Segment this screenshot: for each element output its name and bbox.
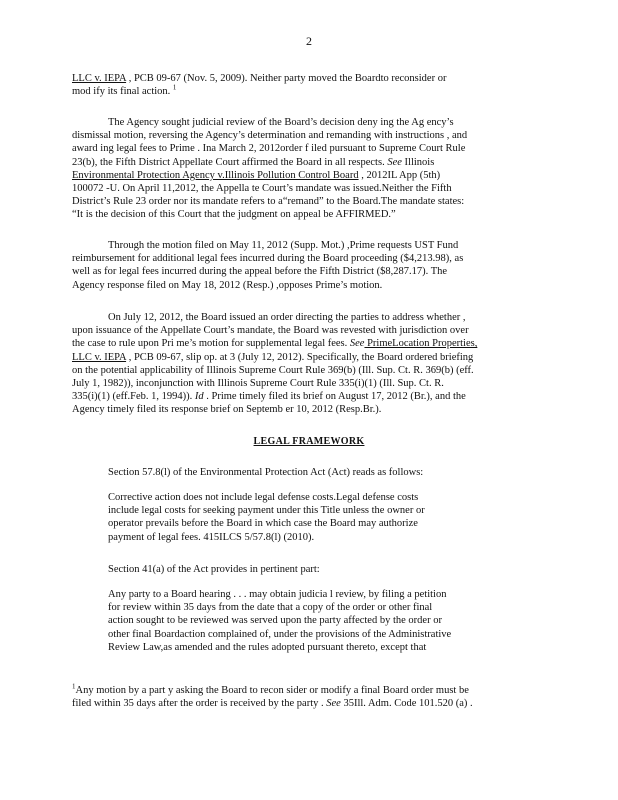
text-run: Any motion by a part y asking the Board to recon sider or modify a final Board order must be [75, 685, 469, 696]
text-run: , 2012IL App (5th) [358, 169, 441, 181]
paragraph-continuation [72, 72, 500, 98]
text-run: 35Ill. Adm. Code 101.520 (a) . [340, 698, 473, 710]
line: Corrective action does not include legal defense costs.Legal defense costs [108, 492, 419, 503]
line: award ing legal fees to Prime . Ina March 2, 2012order f iled pursuant to Supreme Court Rule [72, 143, 466, 155]
line: on the potential applicability of Illinois Supreme Court Rule 369(b) (Ill. Sup. Ct. R. 369(b) (eff. [72, 364, 474, 376]
line: July 1, 1982)), inconjunction with Illinois Supreme Court Rule 335(i)(1) (Ill. Sup. Ct. R. [72, 378, 444, 390]
line: Section 41(a) of the Act provides in pertinent part: [108, 564, 320, 575]
line: other final Boardaction complained of, under the provisions of the Administrative [108, 628, 452, 640]
signal-see: See [387, 156, 402, 168]
text-run: 335(i)(1) (eff.Feb. 1, 1994)). [72, 391, 195, 403]
line [72, 85, 500, 98]
text-run: . Prime timely filed its brief on August 17, 2012 (Br.), and the [203, 391, 466, 403]
text-run: the case to rule upon Pri me’s motion for supplemental legal fees. [72, 338, 350, 350]
text-run: , PCB 09-67 (Nov. 5, 2009). Neither party moved the Boardto reconsider or [126, 73, 447, 84]
text-run: Illinois [401, 156, 435, 168]
signal-see: See [326, 698, 341, 710]
line: Any party to a Board hearing . . . may obtain judicia l review, by filing a petition [108, 589, 447, 600]
line: Section 57.8(l) of the Environmental Protection Act (Act) reads as follows: [108, 467, 424, 478]
page-number: 2 [306, 34, 312, 48]
line [72, 156, 524, 169]
line [72, 351, 524, 364]
signal-id: Id [194, 391, 204, 403]
paragraph-section-57-8 [108, 466, 524, 479]
footnote [72, 684, 524, 710]
block-quote-41 [108, 588, 488, 654]
line: for review within 35 days from the date that a copy of the order or other final [108, 602, 433, 614]
line: 100072 -U. On April 11,2012, the Appella te Court’s mandate was issued.Neither the Fifth [72, 183, 452, 195]
line: Review Law,as amended and the rules adopted pursuant thereto, except that [108, 641, 427, 653]
line: “It is the decision of this Court that the judgment on appeal be AFFIRMED.” [72, 209, 396, 221]
line: upon issuance of the Appellate Court’s mandate, the Board was revested with jurisdiction over [72, 325, 469, 337]
text-run: filed within 35 days after the order is received by the party . [72, 698, 327, 710]
text-run: mod ify its final action. [72, 86, 173, 98]
text-run: , PCB 09-67, slip op. at 3 (July 12, 2012). Specifically, the Board ordered briefing [126, 351, 474, 363]
line: action sought to be reviewed was served upon the party affected by the order or [108, 615, 442, 627]
line: Agency response filed on May 18, 2012 (Resp.) ,opposes Prime’s motion. [72, 279, 383, 291]
line: well as for legal fees incurred during the appeal before the Fifth District ($8,287.17). The [72, 266, 448, 278]
section-heading [0, 436, 618, 447]
line [72, 697, 524, 710]
line [72, 684, 524, 697]
heading-text: LEGAL FRAMEWORK [253, 436, 365, 447]
case-citation: Environmental Protection Agency v.Illinois Pollution Control Board [72, 169, 359, 181]
footnote-marker: 1 [72, 682, 76, 691]
text-run: 23(b), the Fifth District Appellate Court affirmed the Board in all respects. [72, 156, 388, 168]
paragraph-judicial-review [72, 116, 524, 222]
case-citation: PrimeLocation Properties, [364, 338, 478, 350]
line [72, 169, 524, 182]
line: The Agency sought judicial review of the Board’s decision deny ing the Ag ency’s [108, 117, 454, 128]
footnote-ref: 1 [172, 83, 177, 92]
line: Through the motion filed on May 11, 2012 (Supp. Mot.) ,Prime requests UST Fund [108, 240, 459, 251]
line: On July 12, 2012, the Board issued an order directing the parties to address whether , [108, 312, 466, 323]
line [72, 390, 524, 403]
paragraph-board-order [72, 311, 524, 417]
line: include legal costs for seeking payment under this Title unless the owner or [108, 505, 425, 517]
line: payment of legal fees. 415ILCS 5/57.8(l) (2010). [108, 531, 315, 543]
line: dismissal motion, reversing the Agency’s determination and remanding with instructions , and [72, 130, 468, 142]
paragraph-section-41 [108, 563, 524, 576]
block-quote-57-8 [108, 491, 488, 544]
signal-see: See [349, 338, 365, 350]
case-citation: LLC v. IEPA [72, 351, 127, 363]
line [72, 72, 500, 85]
paragraph-motion [72, 239, 524, 292]
line: Agency timely filed its response brief on Septemb er 10, 2012 (Resp.Br.). [72, 404, 382, 416]
line: operator prevails before the Board in which case the Board may authorize [108, 518, 418, 530]
line [72, 337, 524, 350]
line: reimbursement for additional legal fees incurred during the Board proceeding ($4,213.98), as [72, 253, 464, 265]
case-citation: LLC v. IEPA [72, 73, 127, 84]
line: District’s Rule 23 order nor its mandate refers to a“remand” to the Board.The mandate states: [72, 196, 465, 208]
